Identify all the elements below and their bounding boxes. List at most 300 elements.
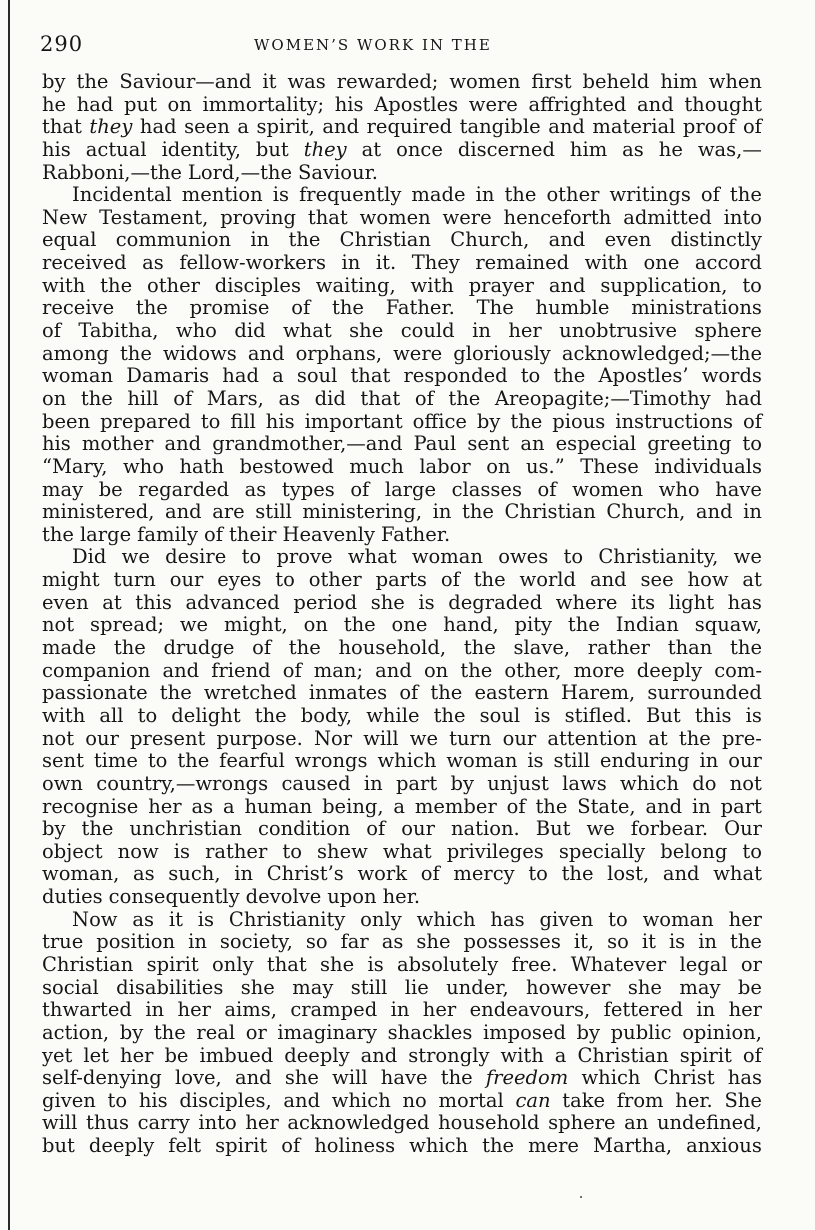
text-line (42, 1090, 762, 1113)
word: identity, (161, 137, 241, 161)
word: Father. (385, 296, 455, 320)
word: of (350, 477, 370, 501)
word: enduring (599, 749, 690, 773)
word: and (360, 1043, 398, 1067)
word: Damaris (126, 364, 210, 388)
word: this (135, 590, 172, 614)
word: privileges (446, 839, 544, 863)
word: the (440, 1066, 473, 1090)
word: what (713, 862, 762, 886)
word: friend (211, 658, 271, 682)
word: she (320, 952, 355, 976)
text-line (42, 818, 762, 841)
word: promise (189, 296, 270, 320)
word: and (283, 1088, 321, 1112)
word: on (486, 454, 511, 478)
word: were (442, 205, 492, 229)
word: the (81, 817, 114, 841)
word: holiness (314, 1134, 396, 1158)
word: waiting, (315, 273, 396, 297)
word: than (667, 636, 713, 660)
word: of (173, 386, 193, 410)
word: mercy (453, 862, 515, 886)
word: even (604, 228, 652, 252)
word: will (42, 1111, 78, 1135)
word: it (641, 930, 656, 954)
word: much (349, 454, 404, 478)
text-line (42, 1022, 762, 1045)
word: Testament, (99, 205, 209, 229)
word: our (169, 568, 204, 592)
word: in (475, 183, 495, 207)
word: the (553, 364, 586, 388)
word: we (586, 817, 615, 841)
word: labor (419, 454, 471, 478)
word: attention (547, 726, 638, 750)
word: from (616, 1088, 664, 1112)
word: rather (587, 636, 651, 660)
word: and (637, 92, 674, 116)
word: this (694, 703, 732, 727)
word: in (341, 251, 361, 275)
word: seen (184, 115, 230, 139)
word: we (733, 545, 762, 569)
word: Paul (413, 432, 457, 456)
word: member (414, 794, 497, 818)
word: specially (558, 839, 646, 863)
word: had (76, 92, 114, 116)
word: a (393, 794, 406, 818)
word: hath (179, 454, 225, 478)
word: that (266, 952, 307, 976)
word: or (245, 1020, 267, 1044)
word: the (153, 1020, 186, 1044)
word: all (99, 703, 124, 727)
word: and (375, 658, 412, 682)
word: “Mary, (42, 454, 108, 478)
word: which (581, 1066, 641, 1090)
word: is (745, 703, 762, 727)
word: distinctly (670, 228, 762, 252)
text-line (42, 999, 762, 1022)
word: of (440, 568, 460, 592)
word: which (416, 907, 476, 931)
word: were (393, 341, 443, 365)
word: spirit (146, 952, 199, 976)
word: in (696, 998, 716, 1022)
word: instructions (615, 409, 734, 433)
word: which (409, 1134, 469, 1158)
word: of (42, 319, 61, 343)
word: self-denying (42, 1066, 162, 1090)
word: once (396, 137, 443, 161)
word: be (737, 975, 762, 999)
word: is (668, 930, 686, 954)
word: endeavours, (469, 998, 591, 1022)
word: to (742, 432, 762, 456)
text-line (42, 705, 762, 728)
word: and (165, 500, 202, 524)
word: turn (113, 568, 156, 592)
word: of (700, 183, 720, 207)
word: her (177, 998, 211, 1022)
word: of (420, 862, 440, 886)
text-line (42, 1045, 762, 1068)
word: her (148, 794, 182, 818)
word: of (506, 794, 526, 818)
word: material (592, 115, 676, 139)
word: which (377, 749, 437, 773)
word: office (412, 409, 467, 433)
word: unchristian (129, 817, 242, 841)
word: with (42, 703, 86, 727)
word: bestowed (239, 454, 334, 478)
text-line (42, 184, 762, 207)
word: she (240, 975, 275, 999)
word: equal (42, 228, 97, 252)
word: while (366, 703, 420, 727)
word: position (96, 930, 176, 954)
word: legal (679, 952, 728, 976)
word: imaginary (277, 1020, 378, 1044)
word: present (130, 726, 206, 750)
word: and (322, 115, 360, 139)
word: did (314, 386, 346, 410)
word: in (691, 794, 711, 818)
word: Whatever (570, 952, 667, 976)
word: did (234, 319, 266, 343)
word: on (167, 92, 192, 116)
word: not (42, 613, 75, 637)
word: has (490, 907, 525, 931)
word: in (472, 319, 491, 343)
word: disciples, (179, 1088, 272, 1112)
word: of (537, 477, 557, 501)
word: he (42, 92, 67, 116)
word: had (725, 386, 762, 410)
word: they (89, 115, 133, 139)
word: receive (42, 296, 115, 320)
word: imposed (482, 1020, 566, 1044)
word: or (740, 952, 762, 976)
word: first (531, 70, 572, 93)
word: love, (175, 1066, 222, 1090)
word: unjust (487, 771, 549, 795)
word: given (42, 1088, 96, 1112)
word: and (162, 658, 200, 682)
word: Our (724, 817, 762, 841)
page-header (40, 28, 770, 58)
word: proving (220, 205, 297, 229)
word: opinion, (682, 1020, 762, 1044)
word: as (278, 386, 301, 410)
text-line (42, 931, 762, 954)
body-text (42, 71, 762, 1158)
word: women (359, 205, 431, 229)
word: unobtrusive (559, 319, 678, 343)
word: the (448, 386, 481, 410)
word: they (303, 137, 347, 161)
word: Now (72, 907, 118, 931)
word: it. (375, 251, 397, 275)
word: among (42, 341, 109, 365)
word: purpose. (216, 726, 303, 750)
word: accord (694, 251, 762, 275)
word: could (400, 319, 455, 343)
word: a (554, 1043, 567, 1067)
word: a (272, 364, 284, 388)
word: might (42, 568, 100, 592)
word: consequently (108, 885, 240, 909)
text-line (42, 343, 762, 366)
text-line (42, 796, 762, 819)
word: in (743, 500, 762, 524)
word: the (288, 228, 321, 252)
word: the (567, 613, 600, 637)
word: it (168, 907, 183, 931)
word: rewarded; (336, 70, 439, 93)
word: imbued (199, 1043, 274, 1067)
word: that (307, 205, 348, 229)
word: the (288, 636, 321, 660)
word: prayer (468, 273, 534, 297)
word: his (42, 137, 71, 161)
text-line (42, 297, 762, 320)
word: mortal (438, 1088, 504, 1112)
word: made (411, 183, 466, 207)
word: be (98, 477, 123, 501)
word: into (723, 205, 762, 229)
word: which (619, 771, 679, 795)
word: being, (322, 794, 384, 818)
word: have (715, 477, 762, 501)
word: and (589, 568, 627, 592)
text-line (42, 456, 762, 479)
word: cramped (290, 998, 378, 1022)
word: how (687, 568, 729, 592)
word: in (145, 998, 165, 1022)
word: undefined, (656, 1111, 762, 1135)
word: spirit (679, 1043, 732, 1067)
text-line (42, 660, 762, 683)
word: no (402, 1088, 427, 1112)
text-line (42, 71, 762, 94)
word: beheld (582, 70, 650, 93)
word: as (142, 251, 164, 275)
word: will (363, 726, 399, 750)
word: Nor (313, 726, 353, 750)
word: Tabitha, (78, 319, 159, 343)
word: that (350, 364, 391, 388)
text-line (42, 229, 762, 252)
word: do (692, 771, 717, 795)
word: by (119, 1020, 144, 1044)
word: pity (514, 613, 553, 637)
word: absolutely (397, 952, 499, 976)
word: laws (562, 771, 607, 795)
word: in (390, 998, 410, 1022)
word: She (724, 1088, 762, 1112)
word: one (643, 251, 680, 275)
word: with (42, 273, 86, 297)
print-speck (580, 1196, 582, 1198)
word: advanced (185, 590, 280, 614)
word: sphere (548, 1111, 616, 1135)
word: They (411, 251, 460, 275)
word: still (255, 500, 292, 524)
word: other, (504, 658, 562, 682)
word: belong (660, 839, 728, 863)
word: in (363, 771, 383, 795)
word: had (222, 364, 259, 388)
word: is (272, 183, 290, 207)
word: his (334, 92, 364, 116)
word: the (100, 273, 133, 297)
word: not (42, 726, 75, 750)
text-line (42, 569, 762, 592)
word: humble (535, 296, 610, 320)
word: part (720, 794, 762, 818)
word: ministrations (631, 296, 762, 320)
word: it, (573, 930, 595, 954)
word: in (432, 500, 452, 524)
word: we (121, 545, 150, 569)
word: put (124, 92, 157, 116)
word: may (679, 975, 721, 999)
word: the (135, 296, 168, 320)
word: only (360, 907, 402, 931)
word: more (573, 658, 625, 682)
word: but (42, 1134, 75, 1158)
word: affrighted (528, 92, 627, 116)
word: Incidental (72, 183, 172, 207)
text-line (42, 275, 762, 298)
word: large (384, 477, 437, 501)
word: had (139, 115, 177, 139)
word: carry (137, 1111, 190, 1135)
word: work (357, 862, 408, 886)
word: freedom (485, 1066, 569, 1090)
text-line (42, 365, 762, 388)
word: and (695, 500, 733, 524)
word: by (476, 409, 501, 433)
text-line (42, 501, 762, 524)
word: shackles (387, 1020, 473, 1044)
word: of (399, 681, 419, 705)
word: Christ (653, 1066, 715, 1090)
word: the (561, 862, 594, 886)
word: and (164, 432, 202, 456)
word: greeting (647, 432, 732, 456)
word: disabilities (116, 975, 224, 999)
word: Mars, (206, 386, 264, 410)
word: we (179, 613, 209, 637)
word: acknowledged (287, 1111, 430, 1135)
word: mere (528, 1134, 579, 1158)
word: our (728, 749, 762, 773)
word: its (631, 590, 656, 614)
word: companion (42, 658, 151, 682)
word: turn (449, 726, 492, 750)
word: upon (327, 885, 377, 909)
word: hill (127, 386, 159, 410)
word: mention (181, 183, 263, 207)
text-line (42, 954, 762, 977)
word: might, (223, 613, 288, 637)
word: woman (446, 749, 518, 773)
word: a (237, 115, 249, 139)
word: which (331, 1088, 391, 1112)
word: still (553, 749, 591, 773)
word: to (282, 839, 302, 863)
word: the (729, 930, 762, 954)
word: the (433, 703, 466, 727)
word: the (159, 681, 192, 705)
word: now (117, 839, 159, 863)
text-line (42, 320, 762, 343)
word: of (742, 1043, 762, 1067)
word: Indian (615, 613, 679, 637)
word: Saviour—and (119, 70, 252, 93)
word: at (648, 726, 668, 750)
word: of (414, 386, 434, 410)
word: admitted (623, 205, 712, 229)
word: time (93, 749, 138, 773)
word: on (423, 658, 449, 682)
word: The (476, 296, 514, 320)
word: important (304, 409, 403, 433)
word: squaw, (694, 613, 762, 637)
word: pre- (721, 726, 762, 750)
word: fearful (219, 749, 285, 773)
word: to (528, 862, 548, 886)
word: the (331, 296, 364, 320)
word: society, (219, 930, 293, 954)
word: Rabboni,—the (42, 160, 182, 184)
word: words (701, 364, 762, 388)
word: their (228, 522, 277, 546)
word: wrongs (294, 749, 368, 773)
word: lost, (607, 862, 650, 886)
word: her. (382, 885, 421, 909)
word: it (262, 70, 277, 93)
word: family (137, 522, 198, 546)
word: period (293, 590, 358, 614)
word: body, (300, 703, 353, 727)
word: we (409, 726, 439, 750)
word: other (546, 183, 600, 207)
word: at (742, 568, 762, 592)
word: in (698, 930, 717, 954)
word: the (473, 568, 506, 592)
word: however (526, 975, 611, 999)
word: acknowledged;—the (561, 341, 762, 365)
word: her (245, 1111, 279, 1135)
word: grandmother,—and (212, 432, 403, 456)
word: who (175, 319, 217, 343)
word: individuals (654, 454, 762, 478)
word: household, (338, 636, 447, 660)
word: prove (276, 545, 333, 569)
word: woman (411, 545, 483, 569)
word: on (303, 613, 328, 637)
word: the (343, 613, 376, 637)
word: Did (72, 545, 107, 569)
word: desire (165, 545, 227, 569)
word: is (367, 952, 384, 976)
word: made (42, 636, 97, 660)
word: where (555, 590, 618, 614)
